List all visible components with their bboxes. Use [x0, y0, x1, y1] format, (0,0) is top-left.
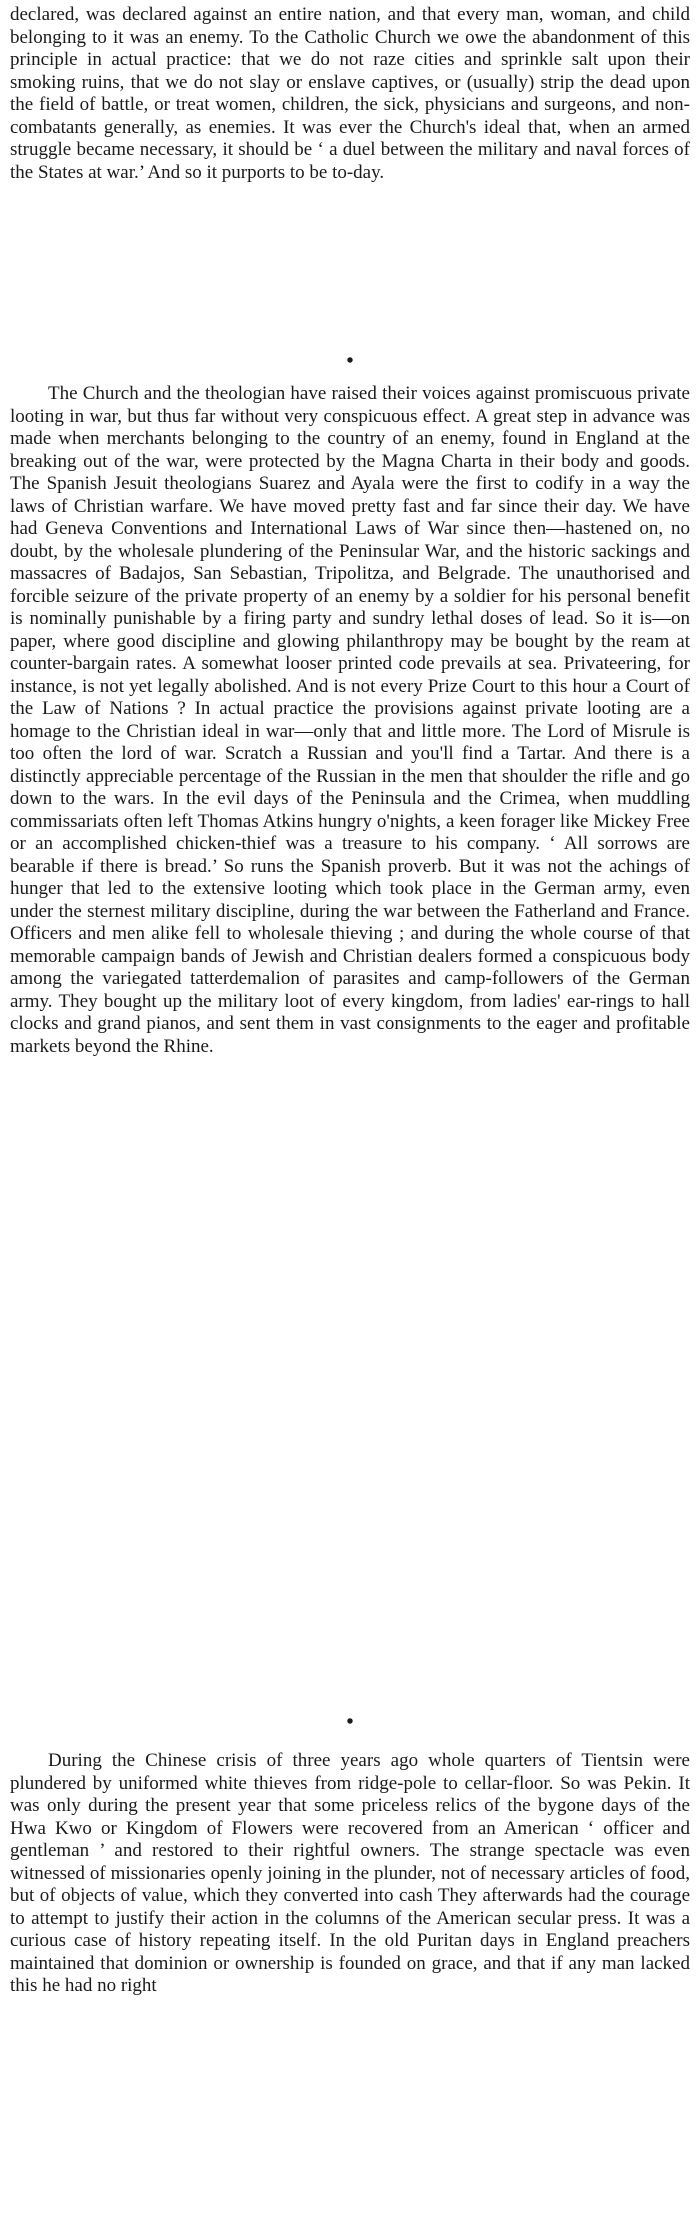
article-paragraph-1: declared, was declared against an entire nation, and that every man, woman, and child belonging to it was an enemy. To the Catholic Church we owe the abandonment of this principle in actual practice: that we do not raze cities and sprinkle salt upon their smoking ruins, that we do not slay or enslave captives, or (usually) strip the dead upon the field of battle, or treat women, children, the sick, physicians and surgeons, and non-combatants generally, as enemies. It was ever the Church's ideal that, when an armed struggle became necessary, it should be ‘ a duel between the military and naval forces of the States at war.’ And so it purports to be to-day.: [10, 4, 690, 183]
section-divider-mark-2: •: [346, 1711, 354, 1733]
section-divider-mark-1: •: [346, 350, 354, 372]
article-paragraph-3: During the Chinese crisis of three years ago whole quarters of Tientsin were plundered by uniformed white thieves from ridge-pole to cellar-floor. So was Pekin. It was only during the present year that some priceless relics of the bygone days of the Hwa Kwo or Kingdom of Flowers were recovered from an American ‘ officer and gentleman ’ and restored to their rightful owners. The strange spectacle was even witnessed of missionaries openly joining in the plunder, not of necessary articles of food, but of objects of value, which they converted into cash They afterwards had the courage to attempt to justify their action in the columns of the American secular press. It was a curious case of history repeating itself. In the old Puritan days in England preachers maintained that dominion or ownership is founded on grace, and that if any man lacked this he had no right: [10, 1750, 690, 1996]
article-paragraph-2: The Church and the theologian have raised their voices against promiscuous private looting in war, but thus far without very conspicuous effect. A great step in advance was made when merchants belonging to the country of an enemy, found in England at the breaking out of the war, were protected by the Magna Charta in their body and goods. The Spanish Jesuit theologians Suarez and Ayala were the first to codify in a way the laws of Christian warfare. We have moved pretty fast and far since their day. We have had Geneva Conventions and International Laws of War since then—hastened on, no doubt, by the wholesale plundering of the Peninsular War, and the historic sackings and massacres of Badajos, San Sebastian, Tripolitza, and Belgrade. The unauthorised and forcible seizure of the private property of an enemy by a soldier for his personal benefit is nominally punishable by a firing party and sundry lethal doses of lead. So it is—on paper, where good discipline and glowing philanthropy may be bought by the ream at counter-bargain rates. A somewhat looser printed code prevails at sea. Privateering, for instance, is not yet legally abolished. And is not every Prize Court to this hour a Court of the Law of Nations ? In actual practice the provisions against private looting are a homage to the Christian ideal in war—only that and little more. The Lord of Misrule is too often the lord of war. Scratch a Russian and you'll find a Tartar. And there is a distinctly appreciable percentage of the Russian in the men that shoulder the rifle and go down to the wars. In the evil days of the Peninsula and the Crimea, when muddling commissariats often left Thomas Atkins hungry o'nights, a keen forager like Mickey Free or an accomplished chicken-thief was a treasure to his company. ‘ All sorrows are bearable if there is bread.’ So runs the Spanish proverb. But it was not the achings of hunger that led to the extensive looting which took place in the German army, even under the sternest military discipline, during the war between the Fatherland and France. Officers and men alike fell to wholesale thieving ; and during the whole course of that memorable campaign bands of Jewish and Christian dealers formed a conspicuous body among the variegated tatterdemalion of parasites and camp-followers of the German army. They bought up the military loot of every kingdom, from ladies' ear-rings to hall clocks and grand pianos, and sent them in vast consignments to the eager and profitable markets beyond the Rhine.: [10, 383, 690, 1057]
